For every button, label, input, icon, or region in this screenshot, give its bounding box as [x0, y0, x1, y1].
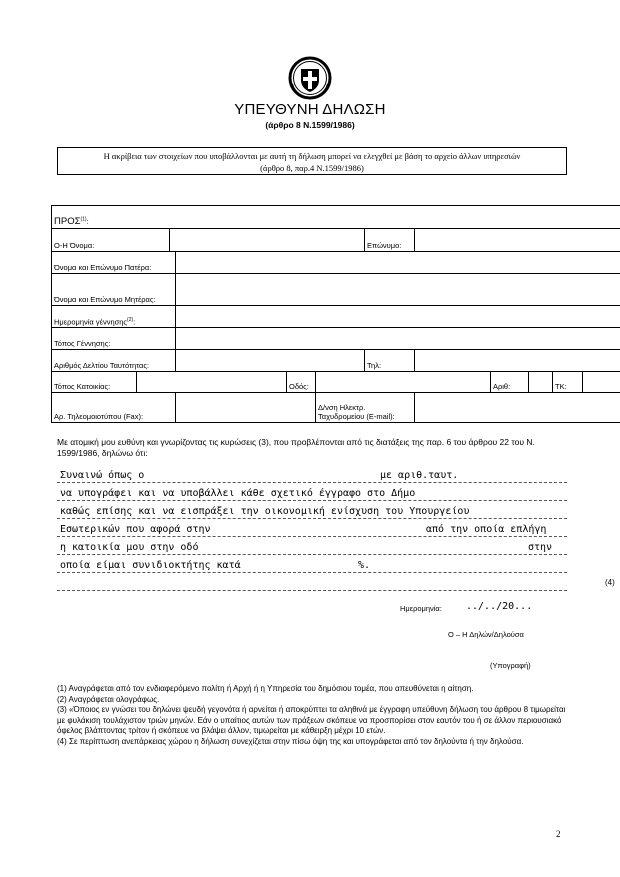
fax-field[interactable]	[176, 393, 316, 423]
declarant-label: Ο – Η Δηλών/Δηλούσα	[448, 630, 524, 639]
birth-date-field[interactable]	[176, 306, 620, 328]
greek-coat-of-arms-emblem	[288, 56, 332, 100]
footnote-4: (4) Σε περίπτωση ανεπάρκειας χώρου η δήλωση συνεχίζεται στην πίσω όψη της και υπογράφεται από τον δηλούντα ή την δηλούσα.	[57, 736, 524, 746]
father-name-field[interactable]	[176, 252, 620, 274]
first-name-field[interactable]	[170, 229, 365, 252]
signature-label: (Υπογραφή)	[490, 661, 531, 670]
birth-date-label-text: Ημερομηνία γέννησης	[54, 317, 128, 326]
email-field[interactable]	[415, 393, 620, 423]
document-title: ΥΠΕΥΘΥΝΗ ΔΗΛΩΣΗ	[234, 101, 386, 118]
mother-name-label: Όνομα και Επώνυμο Μητέρας:	[52, 274, 176, 306]
phone-label: Τηλ:	[365, 350, 415, 372]
birth-date-label	[52, 306, 176, 328]
declaration-line-6-right[interactable]: %.	[358, 560, 371, 571]
footnote-1: (1) Αναγράφεται από τον ενδιαφερόμενο πολίτη ή Αρχή ή η Υπηρεσία του δημόσιου τομέα, που απευθύνεται η αίτηση.	[57, 684, 474, 693]
footnote-2: (2) Αναγράφεται ολογράφως.	[57, 694, 160, 704]
declaration-intro: Με ατομική μου ευθύνη και γνωρίζοντας τις κυρώσεις (3), που προβλέπονται από τις διατάξεις της παρ. 6 του άρθρου 22 του Ν. 1599/1986, δηλώνω ότι:	[57, 437, 535, 458]
recipient-field[interactable]	[52, 206, 620, 229]
dotted-line	[57, 481, 567, 483]
birth-date-colon: :	[133, 317, 136, 326]
recipient-label: ΠΡΟΣ	[54, 216, 81, 227]
notice-line-1: Η ακρίβεια των στοιχείων που υποβάλλονται με αυτή τη δήλωση μπορεί να ελεγχθεί με βάση το αρχείο άλλων υπηρεσιών	[103, 151, 521, 161]
email-label: Δ/νση Ηλεκτρ. Ταχυδρομείου (E-mail):	[316, 393, 415, 423]
declaration-line-4-right[interactable]: από την οποία επλήγη	[426, 524, 547, 535]
date-field[interactable]: ../../20...	[466, 601, 533, 612]
dotted-line	[57, 571, 567, 573]
dotted-line	[57, 499, 567, 501]
postcode-label: ΤΚ:	[553, 372, 583, 393]
footnotes	[57, 684, 567, 747]
page-number: 2	[556, 829, 561, 839]
dotted-line	[57, 535, 567, 537]
street-label: Οδός:	[287, 372, 316, 393]
declaration-line-4-left[interactable]: Εσωτερικών που αφορά στην	[60, 524, 211, 535]
recipient-colon: :	[86, 217, 89, 226]
first-name-label: Ο-Η Όνομα:	[52, 229, 170, 252]
declaration-line-6-left[interactable]: οποία είμαι συνιδιοκτήτης κατά	[60, 560, 241, 571]
dotted-line	[57, 517, 567, 519]
personal-details-form	[51, 205, 620, 423]
footnote-ref-4: (4)	[605, 578, 615, 587]
father-name-label: Όνομα και Επώνυμο Πατέρα:	[52, 252, 176, 274]
birth-place-field[interactable]	[176, 328, 620, 350]
id-number-field[interactable]	[176, 350, 365, 372]
dotted-line	[57, 589, 567, 591]
footnote-3: (3) «Όποιος εν γνώσει του δηλώνει ψευδή γεγονότα ή αρνείται ή αποκρύπτει τα αληθινά με έγγραφη υπεύθυνη δήλωση του άρθρου 8 τιμωρείται με φυλάκιση τουλάχιστον τριών μηνών. Εάν ο υπαίτιος αυτών των πράξεων σκόπευε να προσπορίσει στον εαυτόν του ή σε άλλον περιουσιακό όφελος βλάπτοντας τρίτον ή σκόπευε να βλάψει άλλον, τιμωρείται με κάθειρξη μέχρι 10 ετών.	[57, 705, 566, 735]
residence-label: Τόπος Κατοικίας:	[52, 372, 137, 393]
declaration-line-1-left[interactable]: Συναινώ όπως ο	[60, 470, 145, 481]
birth-place-label: Τόπος Γέννησης:	[52, 328, 176, 350]
dotted-line	[57, 553, 567, 555]
accuracy-notice-box	[57, 147, 567, 175]
number-field[interactable]	[529, 372, 553, 393]
residence-field[interactable]	[137, 372, 287, 393]
declaration-line-5-left[interactable]: η κατοικία μου στην οδό	[60, 542, 199, 553]
fax-label: Αρ. Τηλεομοιοτύπου (Fax):	[52, 393, 176, 423]
declaration-line-3[interactable]: καθώς επίσης και να εισπράξει την οικονομική ενίσχυση του Υπουργείου	[60, 506, 470, 517]
declaration-line-2[interactable]: να υπογράφει και να υποβάλλει κάθε σχετικό έγγραφο στο Δήμο	[60, 488, 416, 499]
phone-field[interactable]	[415, 350, 620, 372]
footnote-ref-2: (2)	[127, 316, 134, 323]
document-subtitle: (άρθρο 8 Ν.1599/1986)	[265, 120, 355, 130]
declaration-line-5-right[interactable]: στην	[528, 542, 553, 553]
notice-line-2: (άρθρο 8, παρ.4 Ν.1599/1986)	[260, 163, 364, 173]
id-number-label: Αριθμός Δελτίου Ταυτότητας:	[52, 350, 176, 372]
street-field[interactable]	[316, 372, 491, 393]
footnote-ref-1: (1)	[80, 216, 87, 223]
date-label: Ημερομηνία:	[400, 604, 442, 613]
postcode-field[interactable]	[583, 372, 620, 393]
declaration-line-1-right[interactable]: με αριθ.ταυτ.	[380, 470, 459, 481]
mother-name-field[interactable]	[176, 274, 620, 306]
number-label: Αριθ:	[491, 372, 529, 393]
surname-field[interactable]	[415, 229, 620, 252]
surname-label: Επώνυμο:	[365, 229, 415, 252]
